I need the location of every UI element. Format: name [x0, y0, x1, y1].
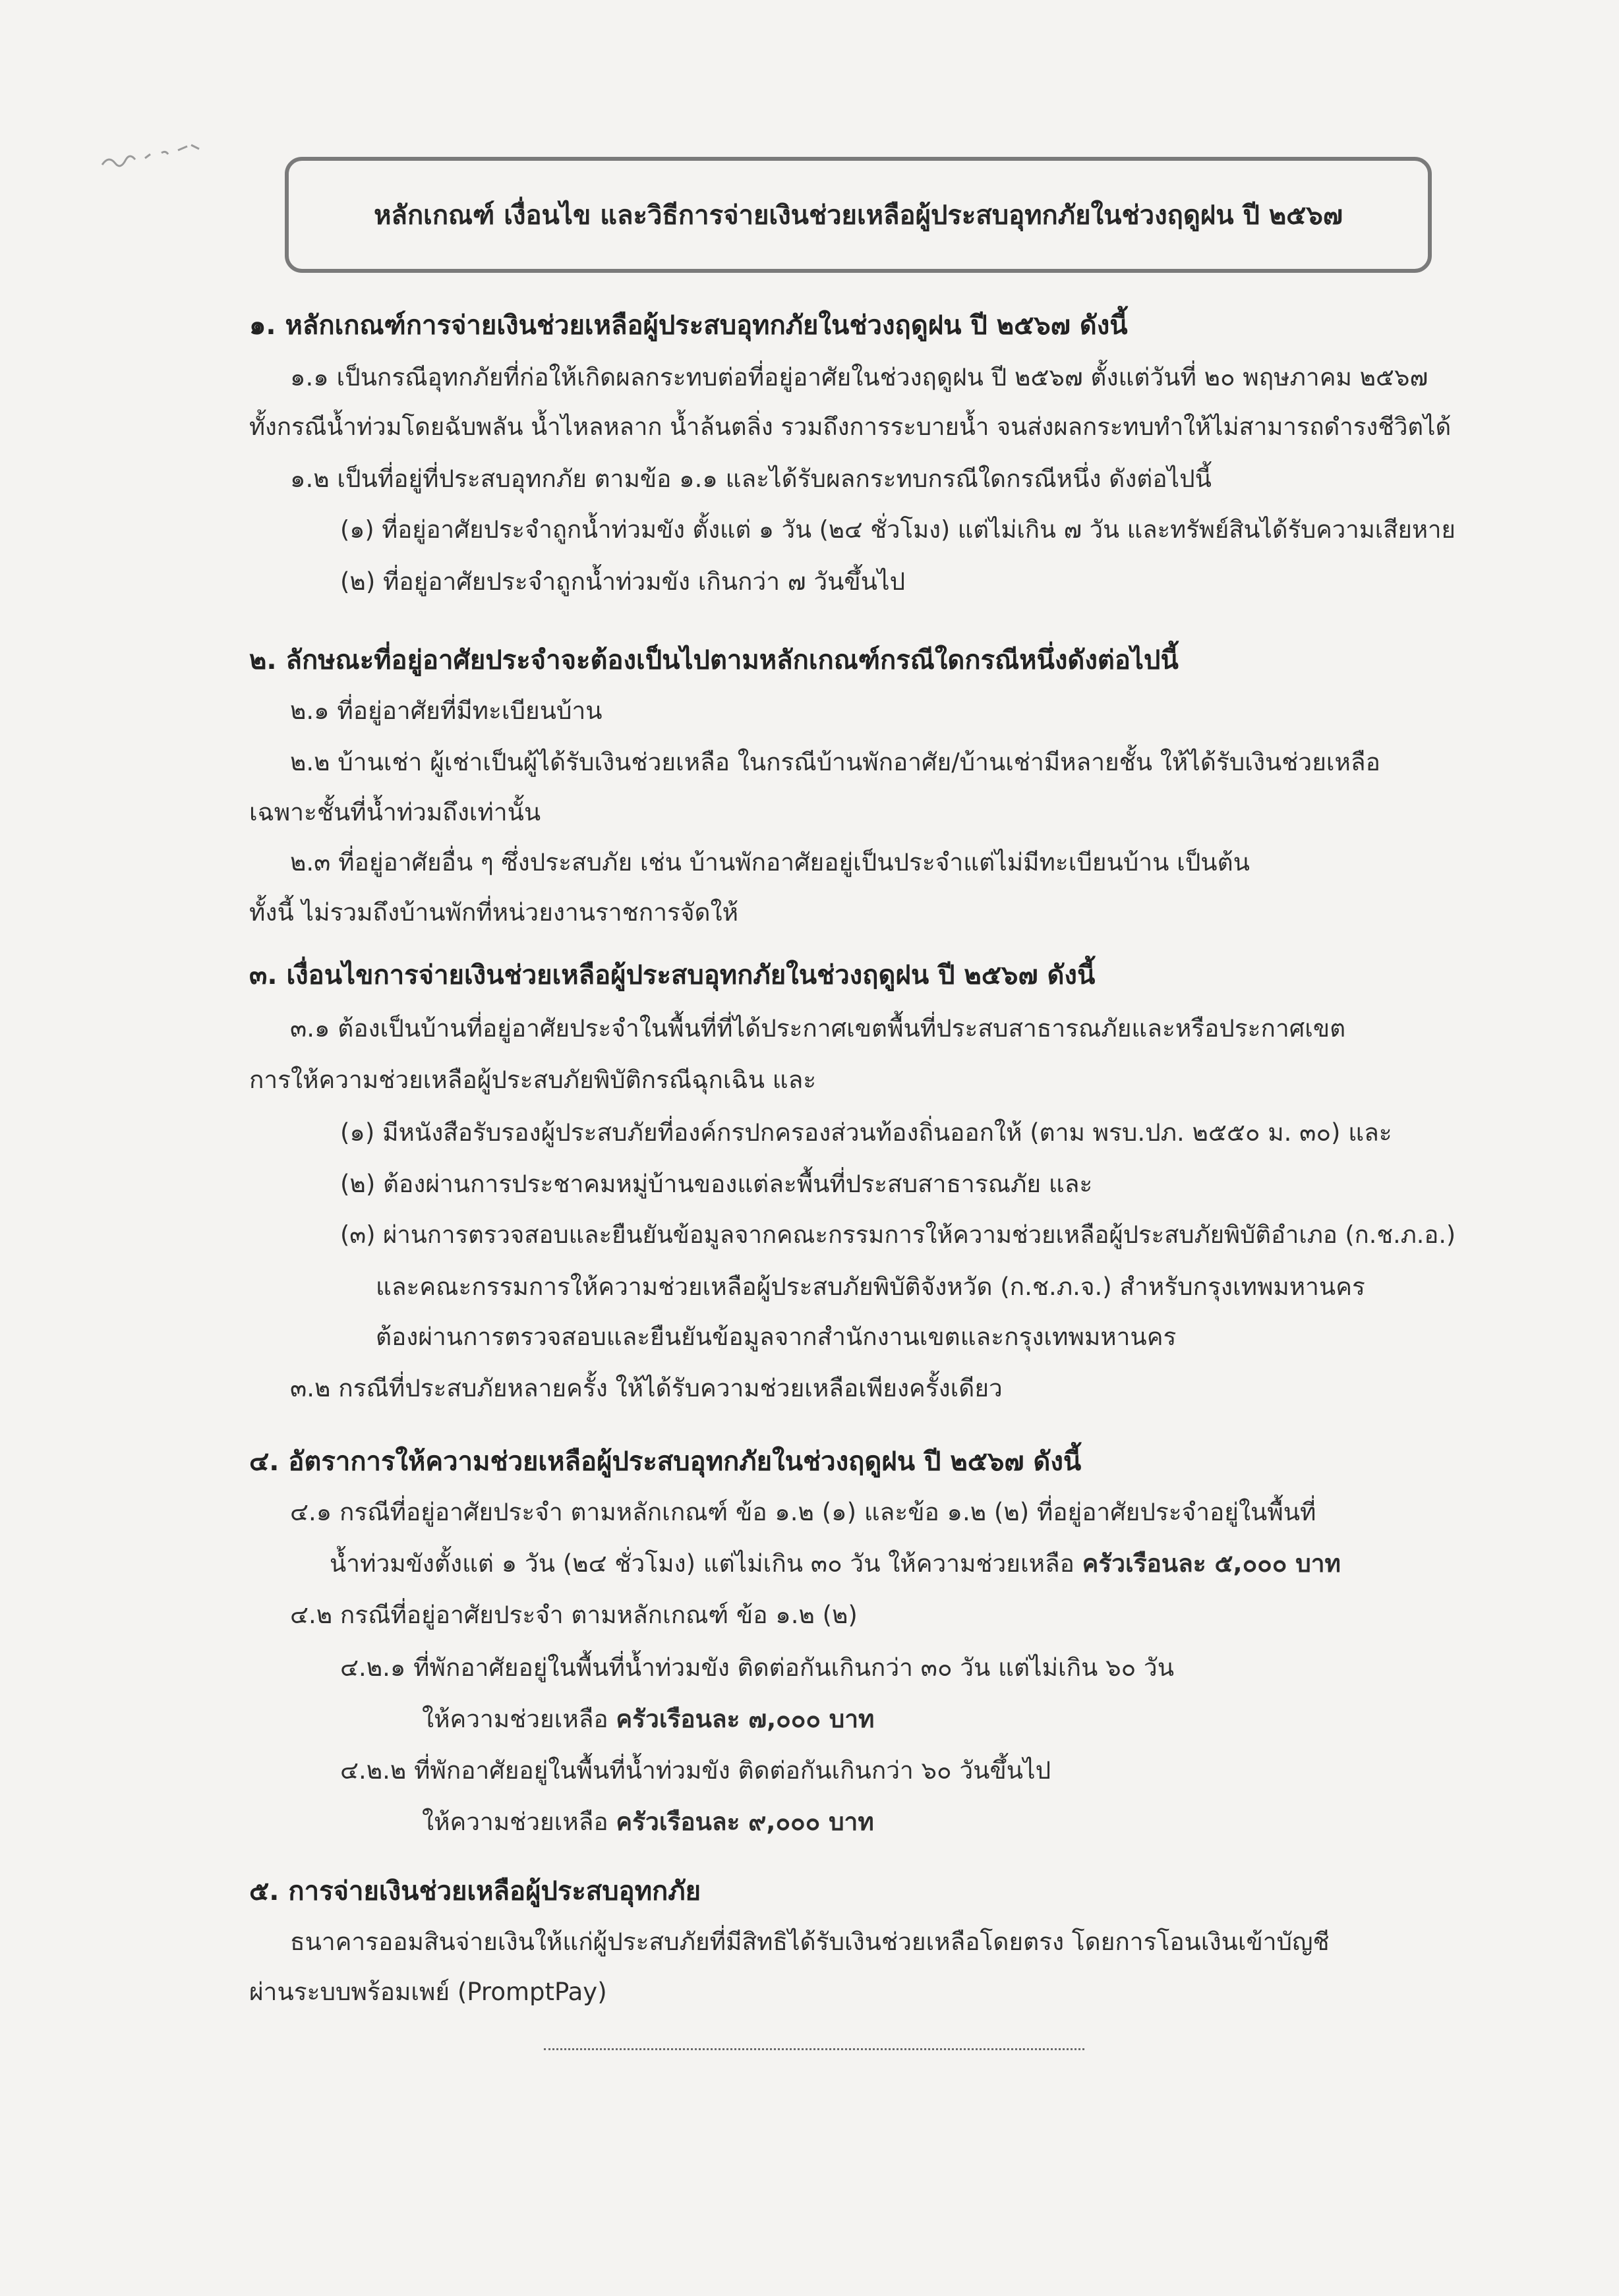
end-dotted-line	[544, 2048, 1084, 2050]
section-3-line-6: และคณะกรรมการให้ความช่วยเหลือผู้ประสบภัยพิบัติจังหวัด (ก.ช.ภ.จ.) สำหรับกรุงเทพมหานคร	[376, 1273, 1365, 1301]
section-4-heading: ๔. อัตราการให้ความช่วยเหลือผู้ประสบอุทกภัยในช่วงฤดูฝน ปี ๒๕๖๗ ดังนี้	[249, 1447, 1082, 1477]
section-3-line-3: (๑) มีหนังสือรับรองผู้ประสบภัยที่องค์กรปกครองส่วนท้องถิ่นออกให้ (ตาม พรบ.ปภ. ๒๕๕๐ ม. ๓๐) และ	[340, 1118, 1392, 1147]
section-2-line-3: เฉพาะชั้นที่น้ำท่วมถึงเท่านั้น	[249, 798, 541, 826]
section-4-line-3: ๔.๒ กรณีที่อยู่อาศัยประจำ ตามหลักเกณฑ์ ข้อ ๑.๒ (๒)	[290, 1601, 858, 1629]
section-2-line-2: ๒.๒ บ้านเช่า ผู้เช่าเป็นผู้ได้รับเงินช่วยเหลือ ในกรณีบ้านพักอาศัย/บ้านเช่ามีหลายชั้น ให้ได้รับเงินช่วยเหลือ	[290, 748, 1380, 776]
section-3-line-1: ๓.๑ ต้องเป็นบ้านที่อยู่อาศัยประจำในพื้นที่ที่ได้ประกาศเขตพื้นที่ประสบสาธารณภัยและหรือประกาศเขต	[290, 1014, 1346, 1043]
section-1-line-4: (๑) ที่อยู่อาศัยประจำถูกน้ำท่วมขัง ตั้งแต่ ๑ วัน (๒๔ ชั่วโมง) แต่ไม่เกิน ๗ วัน และทรัพย์สินได้รับความเสียหาย	[340, 515, 1456, 544]
section-2-line-1: ๒.๑ ที่อยู่อาศัยที่มีทะเบียนบ้าน	[290, 697, 603, 725]
section-4-line-2-text: น้ำท่วมขังตั้งแต่ ๑ วัน (๒๔ ชั่วโมง) แต่ไม่เกิน ๓๐ วัน ให้ความช่วยเหลือ	[330, 1549, 1082, 1578]
section-4-line-5	[422, 1707, 874, 1731]
section-4-line-2	[330, 1551, 1341, 1576]
section-4-line-4: ๔.๒.๑ ที่พักอาศัยอยู่ในพื้นที่น้ำท่วมขัง ติดต่อกันเกินกว่า ๓๐ วัน แต่ไม่เกิน ๖๐ วัน	[340, 1653, 1174, 1682]
section-3-line-4: (๒) ต้องผ่านการประชาคมหมู่บ้านของแต่ละพื้นที่ประสบสาธารณภัย และ	[340, 1170, 1093, 1198]
section-5-heading: ๕. การจ่ายเงินช่วยเหลือผู้ประสบอุทกภัย	[249, 1876, 701, 1907]
amount-7000-baht: ครัวเรือนละ ๗,๐๐๐ บาท	[616, 1705, 875, 1733]
section-3-line-7: ต้องผ่านการตรวจสอบและยืนยันข้อมูลจากสำนักงานเขตและกรุงเทพมหานคร	[376, 1323, 1177, 1351]
section-3-line-2: การให้ความช่วยเหลือผู้ประสบภัยพิบัติกรณีฉุกเฉิน และ	[249, 1066, 817, 1094]
amount-9000-baht: ครัวเรือนละ ๙,๐๐๐ บาท	[616, 1808, 874, 1836]
title-box	[285, 157, 1432, 273]
section-2-line-5: ทั้งนี้ ไม่รวมถึงบ้านพักที่หน่วยงานราชการจัดให้	[249, 898, 739, 927]
section-4-line-1: ๔.๑ กรณีที่อยู่อาศัยประจำ ตามหลักเกณฑ์ ข้อ ๑.๒ (๑) และข้อ ๑.๒ (๒) ที่อยู่อาศัยประจำอยู่ในพื้นที่	[290, 1498, 1316, 1526]
section-3-heading: ๓. เงื่อนไขการจ่ายเงินช่วยเหลือผู้ประสบอุทกภัยในช่วงฤดูฝน ปี ๒๕๖๗ ดังนี้	[249, 960, 1096, 990]
section-1-line-3: ๑.๒ เป็นที่อยู่ที่ประสบอุทกภัย ตามข้อ ๑.๑ และได้รับผลกระทบกรณีใดกรณีหนึ่ง ดังต่อไปนี้	[290, 465, 1212, 493]
section-2-line-4: ๒.๓ ที่อยู่อาศัยอื่น ๆ ซึ่งประสบภัย เช่น บ้านพักอาศัยอยู่เป็นประจำแต่ไม่มีทะเบียนบ้าน เป็นต้น	[290, 848, 1250, 876]
section-4-line-5-text: ให้ความช่วยเหลือ	[422, 1705, 616, 1733]
document-title: หลักเกณฑ์ เงื่อนไข และวิธีการจ่ายเงินช่วยเหลือผู้ประสบอุทกภัยในช่วงฤดูฝน ปี ๒๕๖๗	[374, 200, 1343, 231]
section-1-heading: ๑. หลักเกณฑ์การจ่ายเงินช่วยเหลือผู้ประสบอุทกภัยในช่วงฤดูฝน ปี ๒๕๖๗ ดังนี้	[249, 310, 1128, 341]
section-5-line-2: ผ่านระบบพร้อมเพย์ (PromptPay)	[249, 1978, 607, 2006]
section-4-line-7-text: ให้ความช่วยเหลือ	[422, 1808, 616, 1836]
section-5-line-1: ธนาคารออมสินจ่ายเงินให้แก่ผู้ประสบภัยที่มีสิทธิได้รับเงินช่วยเหลือโดยตรง โดยการโอนเงินเข้าบัญชี	[290, 1928, 1330, 1956]
section-1-line-5: (๒) ที่อยู่อาศัยประจำถูกน้ำท่วมขัง เกินกว่า ๗ วันขึ้นไป	[340, 567, 906, 596]
amount-5000-baht: ครัวเรือนละ ๕,๐๐๐ บาท	[1082, 1549, 1341, 1578]
section-1-line-2: ทั้งกรณีน้ำท่วมโดยฉับพลัน น้ำไหลหลาก น้ำล้นตลิ่ง รวมถึงการระบายน้ำ จนส่งผลกระทบทำให้ไม่สามารถดำรงชีวิตได้	[249, 413, 1452, 441]
section-2-heading: ๒. ลักษณะที่อยู่อาศัยประจำจะต้องเป็นไปตามหลักเกณฑ์กรณีใดกรณีหนึ่งดังต่อไปนี้	[249, 645, 1179, 675]
pen-scribble-mark	[99, 138, 211, 178]
section-4-line-6: ๔.๒.๒ ที่พักอาศัยอยู่ในพื้นที่น้ำท่วมขัง ติดต่อกันเกินกว่า ๖๐ วันขึ้นไป	[340, 1756, 1051, 1785]
section-3-line-5: (๓) ผ่านการตรวจสอบและยืนยันข้อมูลจากคณะกรรมการให้ความช่วยเหลือผู้ประสบภัยพิบัติอำเภอ (ก.ช.ภ.อ.)	[340, 1220, 1456, 1249]
section-4-line-7	[422, 1810, 874, 1834]
section-1-line-1: ๑.๑ เป็นกรณีอุทกภัยที่ก่อให้เกิดผลกระทบต่อที่อยู่อาศัยในช่วงฤดูฝน ปี ๒๕๖๗ ตั้งแต่วันที่ ๒๐ พฤษภาคม ๒๕๖๗	[290, 363, 1428, 391]
section-3-line-8: ๓.๒ กรณีที่ประสบภัยหลายครั้ง ให้ได้รับความช่วยเหลือเพียงครั้งเดียว	[290, 1374, 1003, 1402]
